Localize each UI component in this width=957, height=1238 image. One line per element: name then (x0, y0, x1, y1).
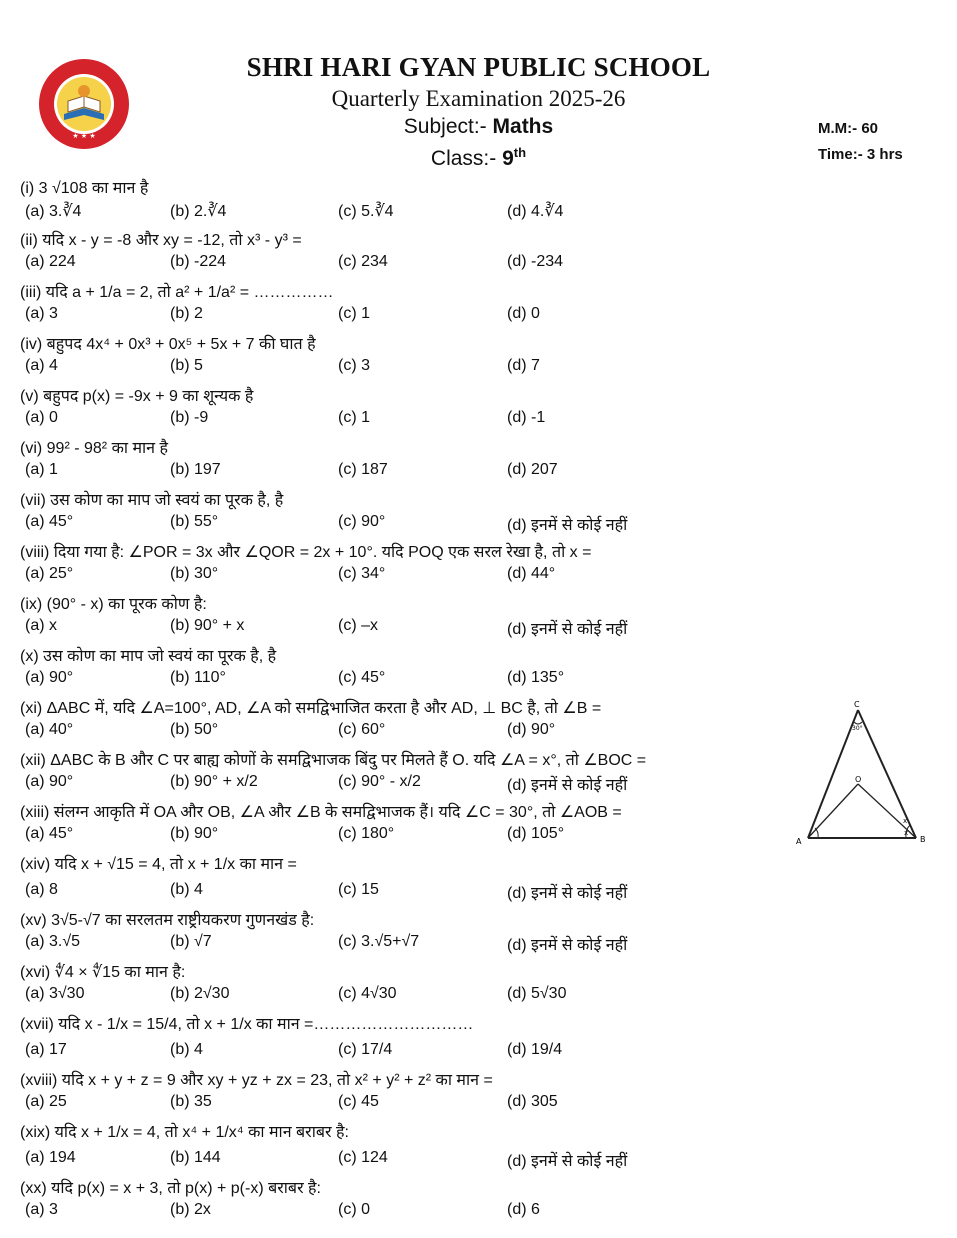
option-c: (c) 1 (338, 305, 370, 322)
options-row (0, 357, 957, 379)
bisector-ao (808, 784, 858, 838)
question-text: (xvii) यदि x - 1/x = 15/4, तो x + 1/x का मान =………………………… (20, 1016, 474, 1033)
option-d: (d) -1 (507, 409, 546, 426)
question-text: (xx) यदि p(x) = x + 3, तो p(x) + p(-x) बराबर है: (20, 1180, 321, 1197)
exam-name: Quarterly Examination 2025-26 (331, 86, 626, 111)
question-text: (ii) यदि x - y = -8 और xy = -12, तो x³ - y³ = (20, 232, 302, 249)
angle-c-arc (854, 722, 862, 724)
option-d: (d) 0 (507, 305, 540, 322)
option-c: (c) 3.√5+√7 (338, 933, 420, 950)
options-row (0, 1041, 957, 1063)
option-b: (b) 4 (170, 881, 203, 898)
options-row (0, 409, 957, 431)
question-item (0, 1118, 957, 1174)
options-row (0, 201, 957, 223)
question-text: (xi) ΔABC में, यदि ∠A=100°, AD, ∠A को समद्विभाजित करता है और AD, ⊥ BC है, तो ∠B = (20, 700, 602, 717)
options-row (0, 305, 957, 327)
option-b: (b) 4 (170, 1041, 203, 1058)
question-text: (xiv) यदि x + √15 = 4, तो x + 1/x का मान = (20, 856, 297, 873)
option-c: (c) 3 (338, 357, 370, 374)
option-a: (a) 8 (25, 881, 58, 898)
option-d: (d) 5√30 (507, 985, 567, 1002)
option-a: (a) 194 (25, 1149, 76, 1166)
options-row (0, 985, 957, 1007)
option-d: (d) इनमें से कोई नहीं (507, 777, 628, 794)
label-c: C (854, 700, 860, 709)
option-a: (a) 1 (25, 461, 58, 478)
option-a: (a) 45° (25, 825, 74, 842)
option-c: (c) 1 (338, 409, 370, 426)
option-b: (b) 90° + x/2 (170, 773, 258, 790)
option-d: (d) इनमें से कोई नहीं (507, 1153, 628, 1170)
question-text: (xviii) यदि x + y + z = 9 और xy + yz + zx = 23, तो x² + y² + z² का मान = (20, 1072, 493, 1089)
option-a: (a) 25° (25, 565, 74, 582)
options-row (0, 253, 957, 275)
option-b: (b) √7 (170, 933, 212, 950)
question-text: (i) 3 √108 का मान है (20, 180, 149, 197)
option-d: (d) 90° (507, 721, 556, 738)
option-c: (c) 0 (338, 1201, 370, 1218)
question-item (0, 278, 957, 330)
subject-line (0, 115, 957, 139)
options-row (0, 513, 957, 535)
option-d: (d) 4.∛4 (507, 203, 564, 220)
question-item (0, 382, 957, 434)
question-item (0, 850, 957, 906)
option-d: (d) 44° (507, 565, 556, 582)
option-a: (a) 3.√5 (25, 933, 81, 950)
question-text: (vi) 99² - 98² का मान है (20, 440, 168, 457)
option-b: (b) 2√30 (170, 985, 230, 1002)
question-item (0, 226, 957, 278)
option-c: (c) 17/4 (338, 1041, 393, 1058)
option-c: (c) 187 (338, 461, 388, 478)
option-a: (a) 224 (25, 253, 76, 270)
option-b: (b) 2 (170, 305, 203, 322)
option-b: (b) 2.∛4 (170, 203, 227, 220)
option-b: (b) 2x (170, 1201, 211, 1218)
subject-value: Maths (492, 115, 554, 138)
question-item (0, 1010, 957, 1066)
question-text: (x) उस कोण का माप जो स्वयं का पूरक है, है (20, 648, 277, 665)
label-o: O (855, 775, 862, 784)
option-c: (c) 45° (338, 669, 386, 686)
side-ca (808, 710, 858, 838)
school-name: SHRI HARI GYAN PUBLIC SCHOOL (246, 52, 711, 82)
options-row (0, 881, 957, 903)
option-b: (b) 50° (170, 721, 219, 738)
class-sup: th (513, 145, 527, 160)
option-a: (a) 45° (25, 513, 74, 530)
question-item (0, 330, 957, 382)
exam-header (0, 0, 957, 178)
question-item (0, 590, 957, 642)
question-item (0, 486, 957, 538)
options-row (0, 1093, 957, 1115)
question-item (0, 1174, 957, 1226)
option-c: (c) 4√30 (338, 985, 397, 1002)
option-b: (b) -224 (170, 253, 227, 270)
options-row (0, 565, 957, 587)
option-a: (a) 0 (25, 409, 58, 426)
option-a: (a) 25 (25, 1093, 67, 1110)
option-c: (c) 45 (338, 1093, 379, 1110)
svg-text:★ ★ ★: ★ ★ ★ (72, 132, 96, 140)
option-a: (a) 3 (25, 305, 58, 322)
option-a: (a) 4 (25, 357, 58, 374)
question-text: (v) बहुपद p(x) = -9x + 9 का शून्यक है (20, 388, 254, 405)
label-angle-c: 30° (852, 725, 863, 732)
class-label: Class:- (430, 147, 503, 170)
options-row (0, 461, 957, 483)
triangle-diagram (790, 698, 940, 850)
option-c: (c) 5.∛4 (338, 203, 394, 220)
question-item (0, 174, 957, 226)
option-b: (b) 5 (170, 357, 203, 374)
label-b: B (920, 835, 926, 844)
options-row (0, 617, 957, 639)
option-a: (a) x (25, 617, 57, 634)
question-item (0, 538, 957, 590)
option-c: (c) 124 (338, 1149, 388, 1166)
question-text: (xvi) ∜4 × ∜15 का मान है: (20, 964, 186, 981)
option-a: (a) 3.∛4 (25, 203, 82, 220)
option-d: (d) 19/4 (507, 1041, 563, 1058)
option-a: (a) 40° (25, 721, 74, 738)
question-item (0, 1066, 957, 1118)
option-d: (d) 7 (507, 357, 540, 374)
question-item (0, 642, 957, 694)
option-c: (c) 234 (338, 253, 388, 270)
label-x-lower: x (904, 829, 909, 837)
option-c: (c) 90° - x/2 (338, 773, 421, 790)
option-b: (b) 110° (170, 669, 226, 686)
option-b: (b) 90° + x (170, 617, 245, 634)
option-d: (d) इनमें से कोई नहीं (507, 885, 628, 902)
class-value: 9 (502, 147, 514, 170)
question-item (0, 434, 957, 486)
label-a: A (796, 837, 802, 846)
option-b: (b) 144 (170, 1149, 221, 1166)
options-row (0, 933, 957, 955)
option-a: (a) 3 (25, 1201, 58, 1218)
options-row (0, 669, 957, 691)
time-allowed: Time:- 3 hrs (818, 146, 903, 163)
option-b: (b) 35 (170, 1093, 212, 1110)
side-cb (858, 710, 916, 838)
option-b: (b) 197 (170, 461, 221, 478)
option-c: (c) –x (338, 617, 378, 634)
options-row (0, 1149, 957, 1171)
question-item (0, 906, 957, 958)
option-c: (c) 90° (338, 513, 386, 530)
question-text: (xix) यदि x + 1/x = 4, तो x⁴ + 1/x⁴ का मान बराबर है: (20, 1124, 349, 1141)
label-x-upper: x (903, 817, 908, 825)
max-marks: M.M:- 60 (818, 120, 878, 137)
option-b: (b) 90° (170, 825, 219, 842)
option-d: (d) 207 (507, 461, 558, 478)
option-d: (d) 135° (507, 669, 565, 686)
subject-label: Subject:- (403, 115, 493, 138)
question-text: (xii) ΔABC के B और C पर बाह्य कोणों के समद्विभाजक बिंदु पर मिलते हैं O. यदि ∠A = x°, तो ∠BOC = (20, 752, 647, 769)
option-a: (a) 3√30 (25, 985, 85, 1002)
option-c: (c) 60° (338, 721, 386, 738)
option-c: (c) 15 (338, 881, 379, 898)
option-d: (d) 305 (507, 1093, 558, 1110)
option-a: (a) 17 (25, 1041, 67, 1058)
question-text: (viii) दिया गया है: ∠POR = 3x और ∠QOR = 2x + 10°. यदि POQ एक सरल रेखा है, तो x = (20, 544, 592, 561)
option-d: (d) इनमें से कोई नहीं (507, 517, 628, 534)
question-text: (vii) उस कोण का माप जो स्वयं का पूरक है, है (20, 492, 284, 509)
option-d: (d) इनमें से कोई नहीं (507, 621, 628, 638)
option-b: (b) 30° (170, 565, 219, 582)
option-d: (d) इनमें से कोई नहीं (507, 937, 628, 954)
option-d: (d) -234 (507, 253, 564, 270)
class-line (0, 145, 957, 171)
option-a: (a) 90° (25, 669, 74, 686)
option-a: (a) 90° (25, 773, 74, 790)
option-d: (d) 6 (507, 1201, 540, 1218)
option-d: (d) 105° (507, 825, 565, 842)
question-text: (iii) यदि a + 1/a = 2, तो a² + 1/a² = …………… (20, 284, 334, 301)
option-b: (b) -9 (170, 409, 209, 426)
question-text: (iv) बहुपद 4x⁴ + 0x³ + 0x⁵ + 5x + 7 की घात है (20, 336, 316, 353)
options-row (0, 1201, 957, 1223)
question-text: (xiii) संलग्न आकृति में OA और OB, ∠A और ∠B के समद्विभाजक हैं। यदि ∠C = 30°, तो ∠AOB = (20, 804, 622, 821)
option-c: (c) 180° (338, 825, 395, 842)
question-text: (xv) 3√5-√7 का सरलतम राष्ट्रीयकरण गुणनखंड है: (20, 912, 315, 929)
question-text: (ix) (90° - x) का पूरक कोण है: (20, 596, 207, 613)
option-b: (b) 55° (170, 513, 219, 530)
option-c: (c) 34° (338, 565, 386, 582)
question-item (0, 958, 957, 1010)
